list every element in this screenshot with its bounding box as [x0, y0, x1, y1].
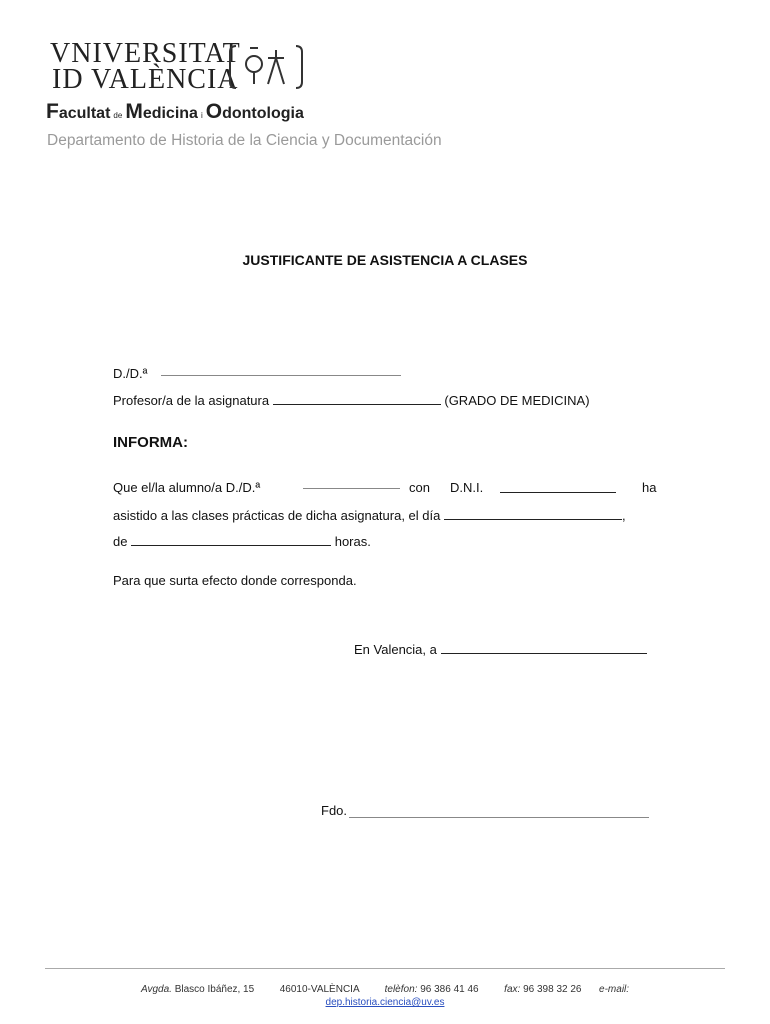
alumno-blank-line	[303, 488, 400, 489]
asignatura-blank-line	[273, 394, 441, 405]
dd-blank-line	[161, 374, 401, 376]
footer-divider	[45, 968, 725, 969]
email-label: e-mail:	[599, 984, 630, 995]
de-label: de	[113, 534, 128, 549]
dd-label: D./D.ª	[113, 366, 148, 381]
fdo-label: Fdo.	[321, 803, 348, 818]
fecha-blank-line	[441, 643, 647, 654]
dd-row	[113, 366, 401, 381]
profesor-label: Profesor/a de la asignatura	[113, 393, 270, 408]
street: Blasco Ibáñez, 15	[174, 984, 255, 995]
ha-label: ha	[642, 480, 657, 495]
en-valencia-row	[354, 642, 647, 657]
profesor-row	[113, 393, 590, 408]
university-name-line2: ID VALÈNCIA	[52, 64, 239, 95]
fax-number: 96 398 32 26	[523, 984, 582, 995]
horas-blank-line	[131, 535, 331, 546]
horas-label: horas.	[334, 534, 371, 549]
fax-label: fax:	[504, 984, 521, 995]
horas-row	[113, 534, 371, 549]
document-title: JUSTIFICANTE DE ASISTENCIA A CLASES	[242, 252, 528, 268]
con-label: con	[409, 480, 430, 495]
footer-address	[0, 984, 770, 995]
en-valencia-label: En Valencia, a	[354, 642, 437, 657]
postal-city: 46010-VALÈNCIA	[279, 984, 360, 995]
tel-number: 96 386 41 46	[420, 984, 479, 995]
que-label: Que el/la alumno/a D./D.ª	[113, 480, 261, 495]
university-emblem-icon	[228, 42, 304, 92]
dni-blank-line	[500, 492, 616, 493]
firma-blank-line	[349, 817, 649, 818]
grado-label: (GRADO DE MEDICINA)	[444, 393, 590, 408]
asistido-text: asistido a las clases prácticas de dicha asignatura, el día	[113, 508, 441, 523]
avgda-label: Avgda.	[140, 984, 172, 995]
comma: ,	[621, 508, 626, 523]
para-que-text: Para que surta efecto donde corresponda.	[113, 573, 357, 588]
faculty-name: Facultat de Medicina i Odontologia	[46, 100, 304, 123]
university-name-line1: VNIVERSITAT	[50, 38, 241, 69]
tel-label: telèfon:	[384, 984, 418, 995]
footer-email-row	[0, 997, 770, 1008]
department-name: Departamento de Historia de la Ciencia y Documentación	[47, 132, 442, 149]
dia-blank-line	[444, 509, 622, 520]
informa-heading: INFORMA:	[113, 434, 188, 451]
email-link[interactable]: dep.historia.ciencia@uv.es	[325, 997, 445, 1008]
asistido-row	[113, 508, 626, 523]
dni-label: D.N.I.	[450, 480, 484, 495]
